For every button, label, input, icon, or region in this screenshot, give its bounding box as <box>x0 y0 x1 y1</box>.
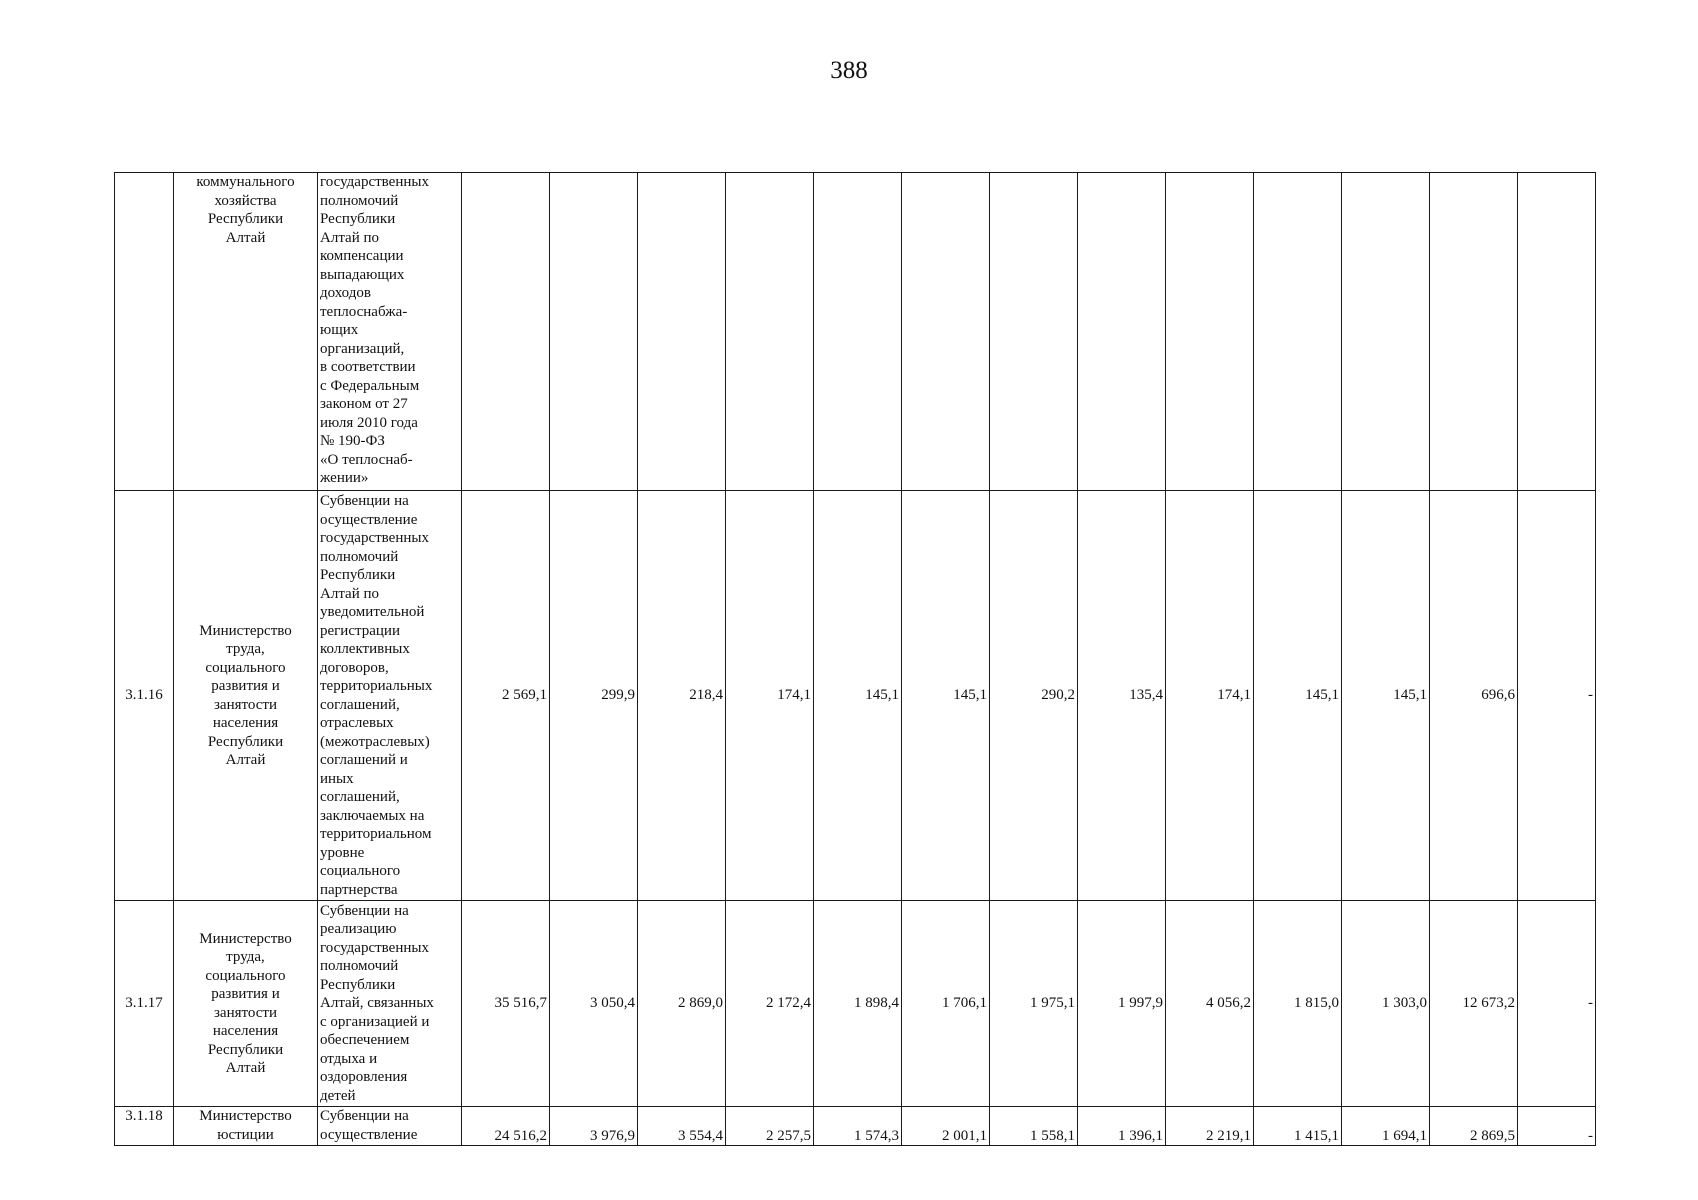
text-line: организаций, <box>320 340 405 357</box>
page-number: 388 <box>830 57 868 84</box>
text-line: занятости <box>214 1004 277 1021</box>
text-line: иных <box>320 770 354 787</box>
value-cell <box>1078 173 1166 491</box>
description-cell <box>318 491 462 901</box>
text-line: Министерство <box>199 1108 292 1124</box>
text-line: выпадающих <box>320 266 405 283</box>
value-cell: 1 975,1 <box>990 901 1078 1107</box>
text-line: доходов <box>320 285 371 301</box>
text-line: теплоснабжа- <box>320 303 408 320</box>
value-cell: 1 303,0 <box>1342 901 1430 1107</box>
organization-cell <box>174 173 318 491</box>
text-line: хозяйства <box>214 192 277 209</box>
organization-cell <box>174 1107 318 1146</box>
value-cell: 1 558,1 <box>990 1107 1078 1146</box>
value-cell <box>550 173 638 491</box>
value-cell: 2 219,1 <box>1166 1107 1254 1146</box>
text-line: с Федеральным <box>320 377 420 394</box>
value-cell <box>814 173 902 491</box>
value-cell <box>638 173 726 491</box>
text-line: заключаемых на <box>320 807 425 824</box>
text-line: Алтай <box>225 752 266 768</box>
value-cell: - <box>1518 491 1596 901</box>
text-line: Алтай, связанных <box>320 995 434 1012</box>
text-line: развития и <box>211 986 280 1002</box>
value-cell <box>990 173 1078 491</box>
value-cell <box>1342 173 1430 491</box>
text-line: детей <box>320 1087 356 1104</box>
text-line: уведомительной <box>320 604 425 620</box>
value-cell <box>1518 173 1596 491</box>
row-code-cell <box>115 173 174 491</box>
value-cell: 290,2 <box>990 491 1078 901</box>
organization-cell <box>174 901 318 1107</box>
text-line: социального <box>205 967 286 984</box>
value-cell: 12 673,2 <box>1430 901 1518 1107</box>
text-line: территориальном <box>320 826 432 842</box>
text-line: обеспечением <box>320 1032 410 1049</box>
text-line: Республики <box>207 211 284 227</box>
text-line: Субвенции на <box>320 1108 409 1124</box>
value-cell: 145,1 <box>1254 491 1342 901</box>
value-cell: 2 569,1 <box>462 491 550 901</box>
text-line: населения <box>212 1023 279 1039</box>
value-cell <box>1166 173 1254 491</box>
value-cell <box>462 173 550 491</box>
text-line: Алтай <box>225 1060 266 1076</box>
value-cell: 4 056,2 <box>1166 901 1254 1107</box>
description-cell <box>318 1107 462 1146</box>
value-cell: - <box>1518 1107 1596 1146</box>
value-cell: 1 574,3 <box>814 1107 902 1146</box>
budget-table <box>114 172 1596 1146</box>
text-line: Субвенции на <box>320 902 409 919</box>
value-cell: 2 001,1 <box>902 1107 990 1146</box>
text-line: отраслевых <box>320 715 394 731</box>
text-line: Субвенции на <box>320 493 409 509</box>
value-cell: 145,1 <box>1342 491 1430 901</box>
value-cell: 3 976,9 <box>550 1107 638 1146</box>
text-line: государственных <box>320 174 429 190</box>
text-line: партнерства <box>320 881 398 898</box>
text-line: полномочий <box>320 958 399 975</box>
value-cell: 135,4 <box>1078 491 1166 901</box>
text-line: Республики <box>207 733 284 750</box>
value-cell: 1 415,1 <box>1254 1107 1342 1146</box>
text-line: государственных <box>320 530 429 546</box>
text-line: в соответствии <box>320 359 416 375</box>
value-cell: 174,1 <box>726 491 814 901</box>
text-line: труда, <box>226 641 265 657</box>
text-line: соглашений, <box>320 696 400 713</box>
row-code-cell: 3.1.16 <box>115 491 174 901</box>
text-line: жении» <box>320 470 369 486</box>
description-cell <box>318 901 462 1107</box>
value-cell: 299,9 <box>550 491 638 901</box>
value-cell <box>1430 173 1518 491</box>
text-line: отдыха и <box>320 1050 378 1067</box>
text-line: населения <box>212 715 279 731</box>
value-cell: 24 516,2 <box>462 1107 550 1146</box>
value-cell: 2 172,4 <box>726 901 814 1107</box>
text-line: осуществление <box>320 511 418 528</box>
text-line: «О теплоснаб- <box>320 451 413 468</box>
value-cell: 218,4 <box>638 491 726 901</box>
text-line: Министерство <box>199 622 292 639</box>
text-line: реализацию <box>320 921 397 938</box>
text-line: занятости <box>214 696 277 713</box>
text-line: развития и <box>211 678 280 694</box>
value-cell: 145,1 <box>814 491 902 901</box>
text-line: осуществление <box>320 1126 418 1143</box>
text-line: уровне <box>320 844 365 861</box>
text-line: с организацией и <box>320 1013 430 1030</box>
text-line: № 190-ФЗ <box>320 433 385 449</box>
value-cell: 2 869,5 <box>1430 1107 1518 1146</box>
value-cell: 1 706,1 <box>902 901 990 1107</box>
value-cell: 1 898,4 <box>814 901 902 1107</box>
table-row <box>115 491 1596 901</box>
value-cell: 1 396,1 <box>1078 1107 1166 1146</box>
text-line: соглашений, <box>320 789 400 805</box>
text-line: коллективных <box>320 641 410 657</box>
text-line: регистрации <box>320 622 400 639</box>
value-cell: - <box>1518 901 1596 1107</box>
value-cell <box>726 173 814 491</box>
organization-cell <box>174 491 318 901</box>
text-line: компенсации <box>320 248 404 264</box>
text-line: июля 2010 года <box>320 414 418 431</box>
text-line: договоров, <box>320 659 389 676</box>
value-cell: 145,1 <box>902 491 990 901</box>
value-cell: 3 554,4 <box>638 1107 726 1146</box>
value-cell: 1 815,0 <box>1254 901 1342 1107</box>
text-line: Республики <box>207 1041 284 1058</box>
text-line: коммунального <box>196 174 295 190</box>
text-line: ющих <box>320 322 359 338</box>
text-line: полномочий <box>320 192 399 209</box>
table-row <box>115 1107 1596 1146</box>
value-cell: 2 257,5 <box>726 1107 814 1146</box>
text-line: Алтай по <box>320 229 380 246</box>
table-row <box>115 901 1596 1107</box>
text-line: юстиции <box>217 1126 274 1143</box>
text-line: Республики <box>320 211 396 227</box>
value-cell: 2 869,0 <box>638 901 726 1107</box>
value-cell: 696,6 <box>1430 491 1518 901</box>
text-line: социального <box>205 659 286 676</box>
value-cell: 35 516,7 <box>462 901 550 1107</box>
text-line: Министерство <box>199 930 292 947</box>
text-line: соглашений и <box>320 752 408 768</box>
text-line: законом от 27 <box>320 396 408 412</box>
table-body <box>115 173 1596 1146</box>
text-line: Республики <box>320 976 396 993</box>
value-cell <box>902 173 990 491</box>
text-line: Алтай по <box>320 585 380 602</box>
text-line: Республики <box>320 567 396 583</box>
text-line: оздоровления <box>320 1069 408 1086</box>
text-line: социального <box>320 863 401 879</box>
text-line: (межотраслевых) <box>320 733 430 750</box>
text-line: полномочий <box>320 548 399 565</box>
text-line: территориальных <box>320 678 433 694</box>
text-line: государственных <box>320 939 429 956</box>
description-cell <box>318 173 462 491</box>
table-row <box>115 173 1596 491</box>
text-line: Алтай <box>225 229 266 246</box>
value-cell: 174,1 <box>1166 491 1254 901</box>
value-cell <box>1254 173 1342 491</box>
row-code-cell: 3.1.17 <box>115 901 174 1107</box>
value-cell: 1 694,1 <box>1342 1107 1430 1146</box>
value-cell: 1 997,9 <box>1078 901 1166 1107</box>
text-line: труда, <box>226 949 265 965</box>
row-code-cell: 3.1.18 <box>115 1107 174 1146</box>
value-cell: 3 050,4 <box>550 901 638 1107</box>
